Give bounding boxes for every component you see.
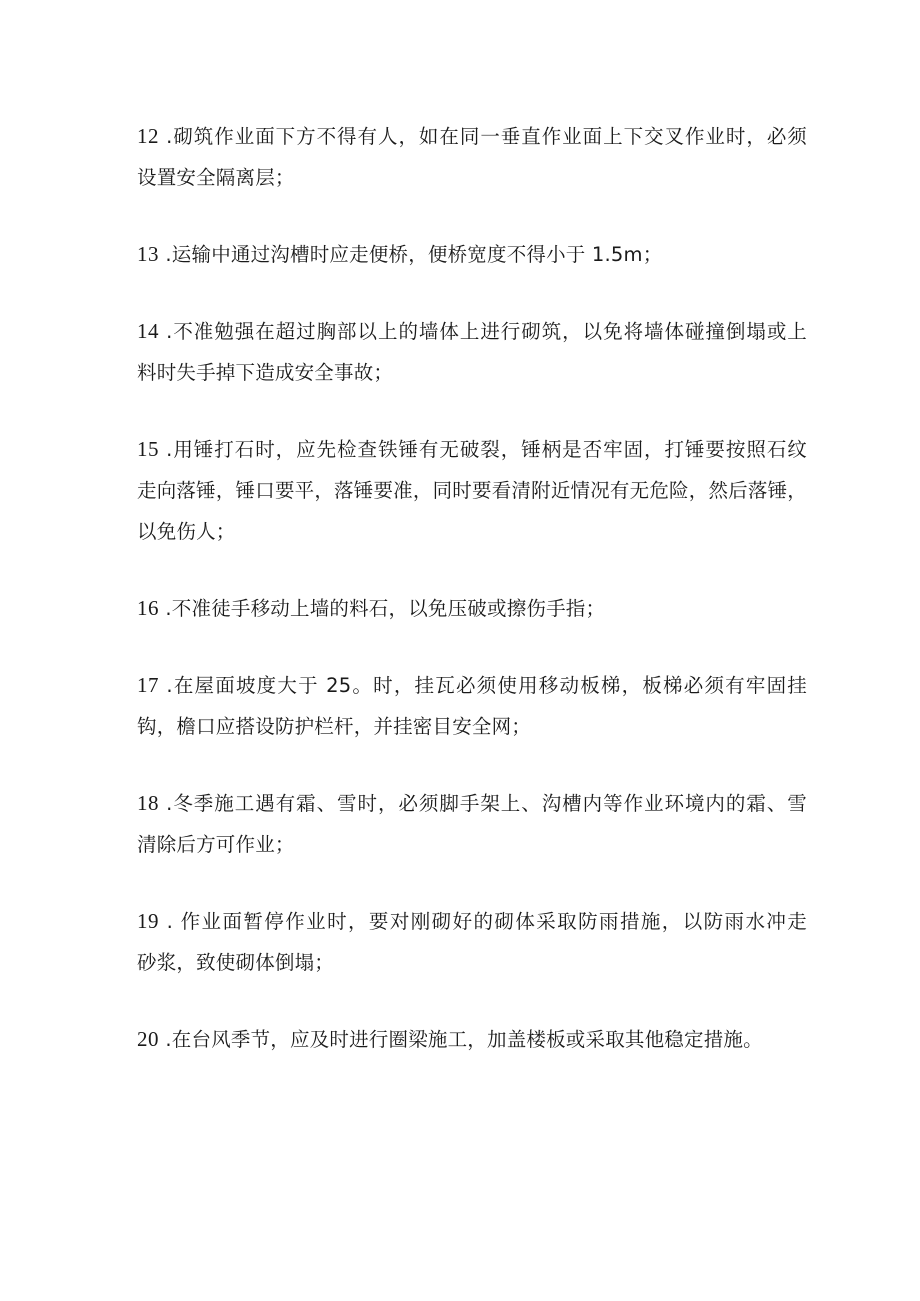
- list-item: [137, 1019, 807, 1060]
- item-number: 19: [137, 909, 159, 933]
- item-line: 砂浆，致使砌体倒塌；: [137, 951, 335, 974]
- item-line: [137, 311, 807, 352]
- safety-rules-list: [137, 116, 807, 1096]
- item-text: .砌筑作业面下方不得有人，如在同一垂直作业面上下交叉作业时，必须: [159, 125, 807, 148]
- item-text: .不准徒手移动上墙的料石，以免压破或擦伤手指；: [159, 597, 606, 620]
- list-item: [137, 783, 807, 865]
- item-number: 18: [137, 791, 159, 815]
- item-text: .用锤打石时，应先检查铁锤有无破裂，锤柄是否牢固，打锤要按照石纹: [159, 438, 807, 461]
- item-number: 20: [137, 1027, 159, 1051]
- list-item: [137, 116, 807, 198]
- item-number: 12: [137, 124, 159, 148]
- list-item: [137, 901, 807, 983]
- item-text: .在台风季节，应及时进行圈梁施工，加盖楼板或采取其他稳定措施。: [159, 1028, 763, 1051]
- item-line: [137, 234, 807, 275]
- list-item: [137, 665, 807, 747]
- item-number: 17: [137, 673, 159, 697]
- item-line: [137, 116, 807, 157]
- item-line: [137, 588, 807, 629]
- item-line: 清除后方可作业；: [137, 833, 295, 856]
- item-line: 走向落锤，锤口要平，落锤要准，同时要看清附近情况有无危险，然后落锤，: [137, 479, 807, 502]
- item-number: 16: [137, 596, 159, 620]
- item-text: . 作业面暂停作业时，要对刚砌好的砌体采取防雨措施，以防雨水冲走: [159, 910, 807, 933]
- item-text: .不准勉强在超过胸部以上的墙体上进行砌筑，以免将墙体碰撞倒塌或上: [159, 320, 807, 343]
- item-line: 钩，檐口应搭设防护栏杆，并挂密目安全网；: [137, 715, 532, 738]
- item-line: [137, 1019, 807, 1060]
- list-item: [137, 429, 807, 552]
- item-line: [137, 665, 807, 706]
- item-line: 以免伤人；: [137, 520, 236, 543]
- item-line: [137, 429, 807, 470]
- list-item: [137, 311, 807, 393]
- item-text: .运输中通过沟槽时应走便桥，便桥宽度不得小于 1.5m；: [159, 243, 663, 266]
- list-item: [137, 234, 807, 275]
- item-line: [137, 783, 807, 824]
- item-number: 13: [137, 242, 159, 266]
- item-number: 14: [137, 319, 159, 343]
- item-line: 料时失手掉下造成安全事故；: [137, 361, 394, 384]
- item-line: [137, 901, 807, 942]
- item-text: .在屋面坡度大于 25。时，挂瓦必须使用移动板梯，板梯必须有牢固挂: [159, 674, 807, 697]
- list-item: [137, 588, 807, 629]
- item-text: .冬季施工遇有霜、雪时，必须脚手架上、沟槽内等作业环境内的霜、雪: [159, 792, 807, 815]
- item-line: 设置安全隔离层；: [137, 166, 295, 189]
- item-number: 15: [137, 437, 159, 461]
